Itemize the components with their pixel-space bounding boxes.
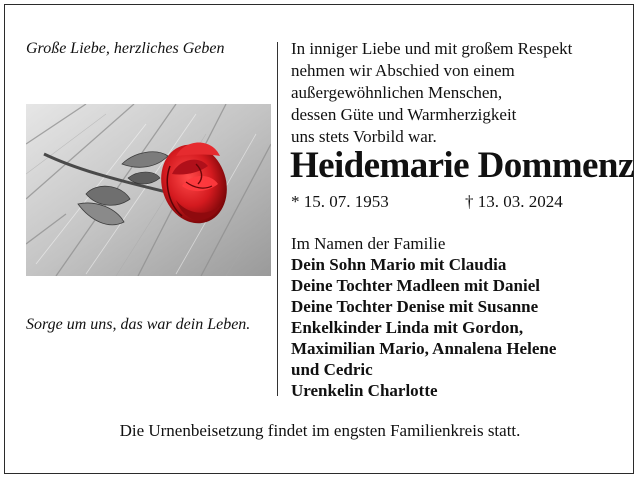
intro-line: nehmen wir Abschied von einem xyxy=(291,61,515,80)
family-member: Deine Tochter Madleen mit Daniel xyxy=(291,276,540,295)
intro-line: uns stets Vorbild war. xyxy=(291,127,437,146)
family-member: Dein Sohn Mario mit Claudia xyxy=(291,255,507,274)
deceased-name: Heidemarie Dommenz xyxy=(290,145,634,186)
family-intro: Im Namen der Familie xyxy=(291,234,446,253)
intro-line: dessen Güte und Warmherzigkeit xyxy=(291,105,517,124)
birth-date: * 15. 07. 1953 xyxy=(291,192,389,211)
intro-line: In inniger Liebe und mit großem Respekt xyxy=(291,39,573,58)
family-member: Urenkelin Charlotte xyxy=(291,381,438,400)
family-members xyxy=(291,254,621,401)
family-member: Enkelkinder Linda mit Gordon, xyxy=(291,318,524,337)
vertical-divider xyxy=(277,42,278,396)
family-member: Deine Tochter Denise mit Susanne xyxy=(291,297,539,316)
quote-bottom: Sorge um uns, das war dein Leben. xyxy=(26,316,251,333)
family-member: und Cedric xyxy=(291,360,373,379)
burial-note: Die Urnenbeisetzung findet im engsten Familienkreis statt. xyxy=(119,421,521,440)
family-member: Maximilian Mario, Annalena Helene xyxy=(291,339,557,358)
intro-line: außergewöhnlichen Menschen, xyxy=(291,83,503,102)
death-date: † 13. 03. 2024 xyxy=(465,192,563,211)
rose-photo xyxy=(26,104,271,276)
quote-top: Große Liebe, herzliches Geben xyxy=(26,40,225,57)
intro-text xyxy=(291,38,621,148)
